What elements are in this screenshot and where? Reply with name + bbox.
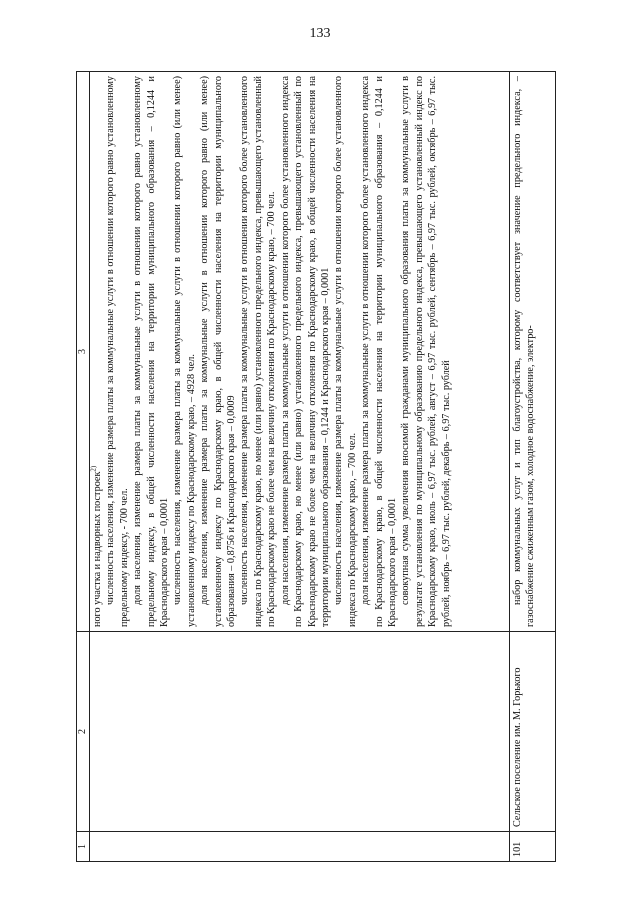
paragraph bbox=[399, 76, 453, 627]
header-col-1: 1 bbox=[77, 832, 90, 862]
paragraph-text: доля населения, изменение размера платы за коммунальные услуги в отношении которого равно (или менее) установленному индексу по Краснодарскому краю, в общей численности населения на территории муниципального образования – 0,8756 и Краснодарского края – 0,0009 bbox=[199, 76, 238, 627]
table-row-continuation bbox=[90, 72, 510, 862]
header-col-2: 2 bbox=[77, 632, 90, 832]
table-header-row bbox=[77, 72, 90, 862]
rotated-table-container bbox=[76, 72, 556, 862]
paragraph bbox=[131, 76, 171, 627]
paragraph-text: совокупная сумма увеличения вносимой гражданами муниципального образования платы за коммунальные услуги в результате установления по муниципальному образованию предельного индекса, превышающего установленный индекс по Краснодарскому краю, июль – 6,97 тыс. рублей, август – 6,97 тыс. рублей, сентябрь – 6,97 тыс. рублей, октябрь – 6,97 тыс. рублей, ноябрь – 6,97 тыс. рублей, декабрь – 6,97 тыс. рублей bbox=[400, 76, 452, 627]
paragraph-text: доля населения, изменение размера платы за коммунальные услуги в отношении которого более установленного индекса по Краснодарскому краю, но менее (или равно) установленного предельного индекса, превышающего установленный по Краснодарскому краю не более чем на величину отклонения по Краснодарскому краю, в общей численности населения на территории муниципального образования – 0,1244 и Краснодарского края – 0,0001 bbox=[279, 76, 331, 627]
paragraph-text: доля населения, изменение размера платы за коммунальные услуги в отношении которого равно установленному предельному индексу, в общей численности населения на территории муниципального образования – 0,1244 и Краснодарского края – 0,0001 bbox=[132, 76, 171, 627]
paragraph bbox=[359, 76, 399, 627]
header-col-3: 3 bbox=[77, 72, 90, 632]
cell-number-empty bbox=[90, 832, 510, 862]
paragraph-text: ного участка и надворных построек bbox=[92, 471, 103, 627]
data-table bbox=[76, 71, 556, 862]
paragraph bbox=[171, 76, 198, 627]
footnote-marker: 2) bbox=[89, 465, 98, 472]
paragraph-text: численность населения, изменение размера платы за коммунальные услуги в отношении которого равно (или менее) установленному индексу по Краснодарскому краю, – 4928 чел. bbox=[172, 76, 197, 627]
paragraph bbox=[279, 76, 333, 627]
paragraph bbox=[332, 76, 359, 627]
row-number: 101 bbox=[510, 832, 556, 862]
paragraph bbox=[238, 76, 278, 627]
cell-description bbox=[90, 72, 510, 632]
table-row-101 bbox=[510, 72, 556, 862]
paragraph-text: численность населения, изменение размера платы за коммунальные услуги в отношении которого более установленного индекса по Краснодарскому краю, но менее (или равно) установленного предельного индекса, превышающего установленный по Краснодарскому краю не более чем на величину отклонения по Краснодарскому краю, – 700 чел. bbox=[239, 76, 278, 627]
paragraph-text: численность населения, изменение размера платы за коммунальные услуги в отношении которого равно установленному предельному индексу, - 700 чел. bbox=[105, 76, 130, 627]
cell-name-empty bbox=[90, 632, 510, 832]
paragraph bbox=[104, 76, 131, 627]
paragraph-text: численность населения, изменение размера платы за коммунальные услуги в отношении которого более установленного индекса по Краснодарскому краю, – 700 чел. bbox=[333, 76, 358, 627]
municipality-name: Сельское поселение им. М. Горького bbox=[510, 632, 556, 832]
row-101-text: набор коммунальных услуг и тип благоустройства, которому соответствует значение предельного индекса, – газоснабжение сжиженным газом, холодное водоснабжение, электро- bbox=[512, 76, 537, 627]
paragraph bbox=[198, 76, 238, 627]
paragraph bbox=[91, 76, 104, 627]
paragraph-text: доля населения, изменение размера платы за коммунальные услуги в отношении которого более установленного индекса по Краснодарскому краю, в общей численности населения на территории муниципального образования – 0,1244 и Краснодарского края – 0,0001 bbox=[360, 76, 398, 627]
row-101-description bbox=[510, 72, 556, 632]
page-number: 133 bbox=[309, 26, 331, 41]
